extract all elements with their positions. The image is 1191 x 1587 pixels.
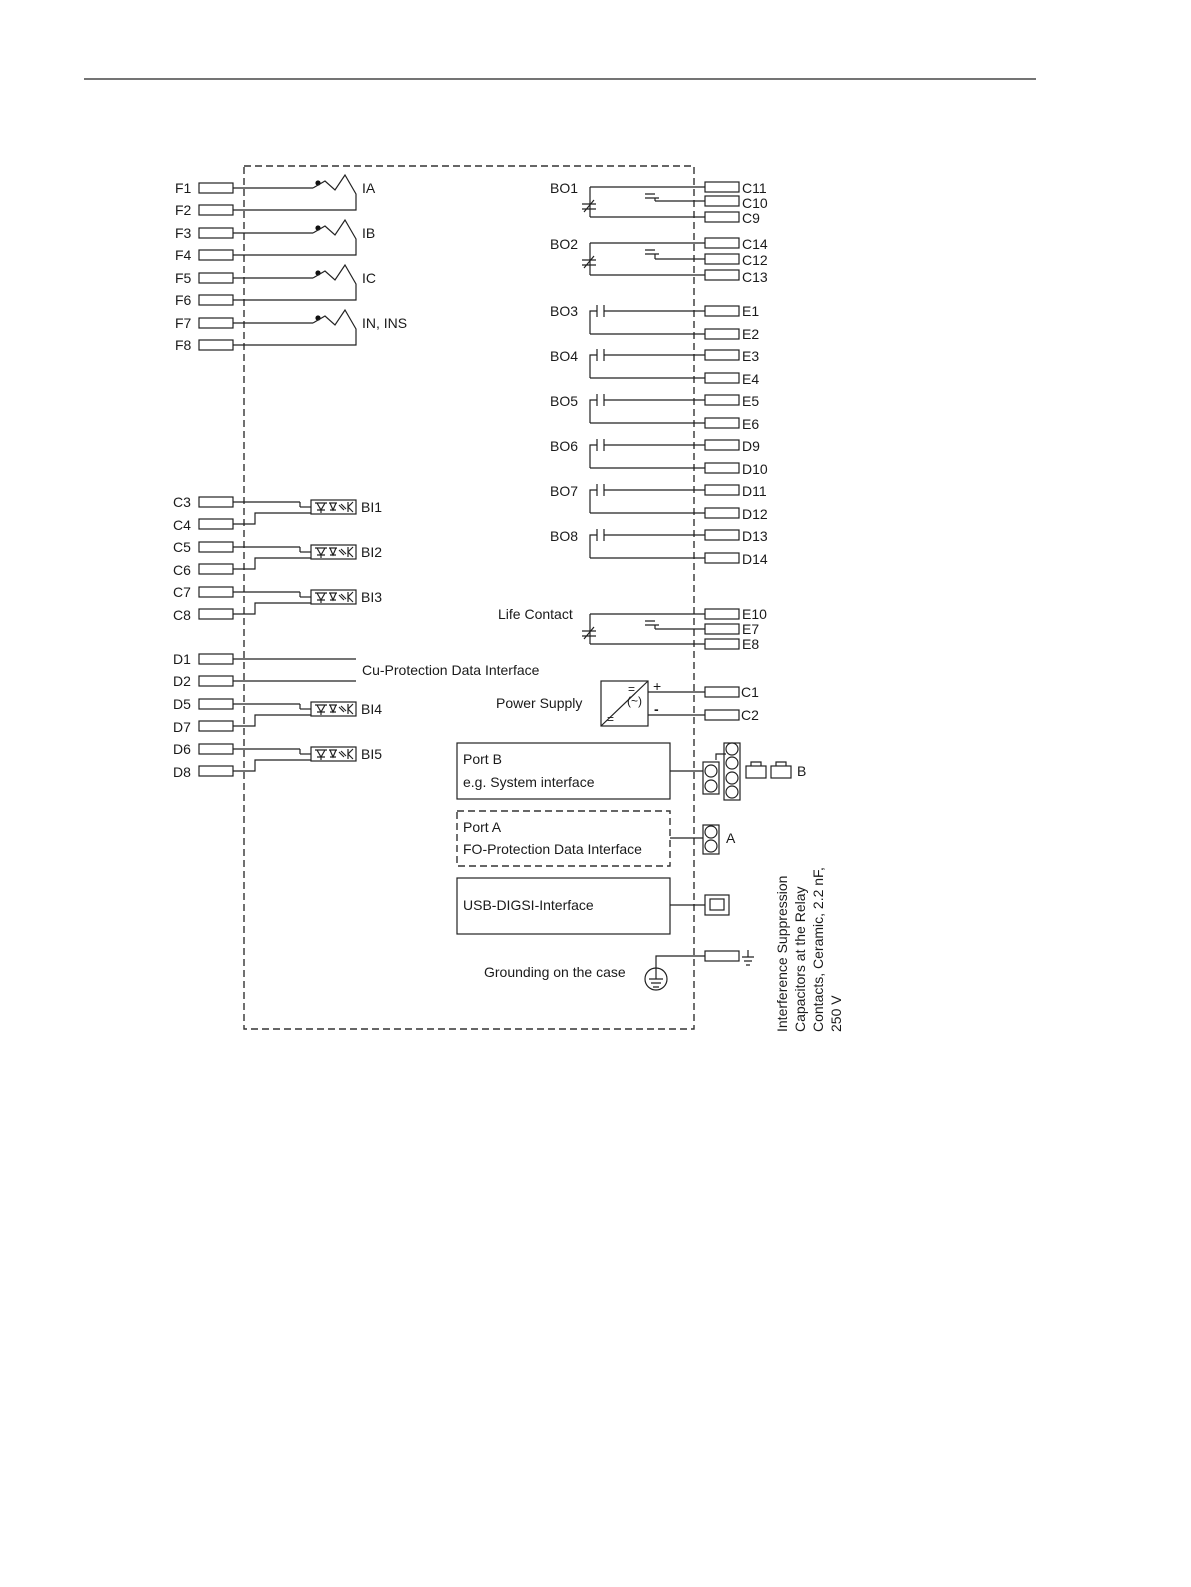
wire [590,400,597,423]
connector-pin [726,743,738,755]
terminal-block [705,624,739,634]
output-label: BO6 [550,438,579,454]
terminal-label: D11 [742,483,767,499]
nc-contact-symbol [582,256,596,268]
terminal-label: D12 [742,506,768,522]
terminal-label: C4 [173,517,191,533]
grounding [484,964,626,980]
terminal-block [705,329,739,339]
terminal-label: D8 [173,764,191,780]
connector-pin [726,772,738,784]
terminal-block [705,609,739,619]
terminal-label: C7 [173,584,191,600]
binary-input-label: BI4 [361,701,383,717]
terminal-block [199,318,233,328]
terminal-label: E1 [742,303,760,319]
port-a-title: Port A [463,819,502,835]
terminal-label: D13 [742,528,768,544]
terminal-block [199,497,233,507]
usb-interface [457,878,670,934]
output-label: BO3 [550,303,579,319]
ground-icon [742,950,754,965]
terminal-block [705,463,739,473]
current-input-label: IB [362,225,376,241]
ethernet-port-icon [746,766,766,778]
terminal-block [705,395,739,405]
terminal-label: D9 [742,438,760,454]
binary-outputs [550,303,768,567]
terminal-label: C11 [742,180,767,196]
terminal-block [705,710,739,720]
terminal-label: C12 [742,252,768,268]
terminal-block [199,721,233,731]
terminal-block [199,654,233,664]
terminal-label: F5 [175,270,192,286]
port-b-title: Port B [463,751,502,767]
contact-symbol [645,621,659,629]
terminal-block [705,373,739,383]
terminal-label: D10 [742,461,768,477]
optocoupler-icon [311,500,356,514]
terminal-label: E10 [742,606,767,622]
ct-coil [233,220,356,255]
dc-symbol: = [628,682,636,696]
no-contact-symbol [597,394,604,406]
current-input-label: IC [362,270,376,286]
terminal-label: C13 [742,269,768,285]
terminal-label: C8 [173,607,191,623]
terminal-block [705,440,739,450]
terminal-block [199,542,233,552]
terminal-block [705,418,739,428]
port-a-subtitle: FO-Protection Data Interface [463,841,642,857]
suppression-note [774,867,844,1032]
terminal-label: C6 [173,562,191,578]
port-b-subtitle: e.g. System interface [463,774,595,790]
plus-label: + [653,678,662,694]
ground-wire [656,956,705,968]
terminal-block [199,295,233,305]
terminal-label: F1 [175,180,192,196]
terminal-block [199,564,233,574]
optocoupler-icon [311,545,356,559]
wire [590,535,597,558]
ct-coil [233,265,356,300]
terminal-label: C2 [741,707,759,723]
terminal-block [705,306,739,316]
nc-contact-symbol [582,200,596,212]
terminal-block [705,508,739,518]
binary-input-label: BI5 [361,746,383,762]
fiber-port-icon [705,840,717,852]
fiber-port-icon [705,765,717,777]
contact-symbol [645,194,659,201]
output-label: BO5 [550,393,579,409]
terminal-label: D7 [173,719,191,735]
terminal-label: E2 [742,326,760,342]
terminal-label: E7 [742,621,760,637]
terminal-block [199,183,233,193]
connector-pin [726,757,738,769]
binary-input-label: BI2 [361,544,383,560]
terminal-block [199,340,233,350]
terminal-label: D5 [173,696,191,712]
terminal-label: D1 [173,651,191,667]
grounding-label: Grounding on the case [484,964,626,980]
terminal-block [199,228,233,238]
port-a-connector-label: A [726,830,736,846]
power-supply-label: Power Supply [496,695,583,711]
terminal-block [705,212,739,222]
terminal-label: F2 [175,202,192,218]
current-input-label: IA [362,180,376,196]
terminal-block [199,273,233,283]
terminal-label: E6 [742,416,760,432]
no-contact-symbol [597,305,604,317]
terminal-block [705,485,739,495]
ct-coil [233,310,356,345]
terminal-block [705,196,739,206]
terminal-label: E3 [742,348,760,364]
terminal-block [199,519,233,529]
cu-interface-label: Cu-Protection Data Interface [362,662,540,678]
usb-label: USB-DIGSI-Interface [463,897,594,913]
output-label: BO1 [550,180,579,196]
ethernet-port-icon [771,766,791,778]
minus-label: - [654,701,659,717]
terminal-block [199,250,233,260]
output-label: BO7 [550,483,579,499]
terminal-label: F3 [175,225,192,241]
output-label: BO2 [550,236,579,252]
no-contact-symbol [597,484,604,496]
ac-symbol: (~) [627,694,642,708]
terminal-label: D6 [173,741,191,757]
terminal-label: C9 [742,210,760,226]
no-contact-symbol [597,439,604,451]
ct-coil [233,175,356,210]
terminal-block [199,699,233,709]
terminal-block [199,205,233,215]
note-line: Contacts, Ceramic, 2.2 nF, [810,867,826,1032]
optocoupler-icon [311,747,356,761]
note-line: Capacitors at the Relay [792,886,808,1032]
no-contact-symbol [597,349,604,361]
current-input-label: IN, INS [362,315,408,331]
terminal-label: D14 [742,551,768,567]
usb-plug-icon [710,899,724,910]
wire [590,445,597,468]
output-label: BO4 [550,348,579,364]
terminal-label: F4 [175,247,192,263]
binary-input-label: BI3 [361,589,383,605]
terminal-block [199,766,233,776]
terminal-block [705,350,739,360]
optocoupler-icon [311,702,356,716]
output-label: BO8 [550,528,579,544]
wire [590,311,597,334]
no-contact-symbol [597,529,604,541]
binary-input-label: BI1 [361,499,383,515]
terminal-block [705,238,739,248]
terminal-label: C3 [173,494,191,510]
terminal-label: D2 [173,673,191,689]
terminal-block [705,254,739,264]
optocoupler-icon [311,590,356,604]
dc-out-symbol: = [607,712,615,726]
terminal-block [199,676,233,686]
note-line: 250 V [828,995,844,1032]
terminal-block [199,744,233,754]
terminal-block [705,270,739,280]
terminal-block [705,553,739,563]
terminal-block [199,587,233,597]
terminal-label: C14 [742,236,768,252]
terminal-block [705,639,739,649]
contact-symbol [645,250,659,259]
terminal-label: E5 [742,393,760,409]
wiring-layer [199,175,791,990]
note-line: Interference Suppression [774,875,790,1032]
terminal-label: F6 [175,292,192,308]
life-contact-label: Life Contact [498,606,573,622]
connector-pin [726,786,738,798]
terminal-block [705,182,739,192]
terminal-label: C10 [742,195,768,211]
terminal-label: C5 [173,539,191,555]
wire [590,355,597,378]
fiber-port-icon [705,780,717,792]
terminal-block [705,951,739,961]
terminal-block [199,609,233,619]
terminal-label: E4 [742,371,760,387]
terminal-label: C1 [741,684,759,700]
fiber-port-icon [705,826,717,838]
terminal-label: F7 [175,315,192,331]
wire [590,490,597,513]
port-b-connector-label: B [797,763,807,779]
terminal-block [705,687,739,697]
terminal-label: E8 [742,636,760,652]
terminal-block [705,530,739,540]
nc-contact-symbol [582,627,596,639]
terminal-label: F8 [175,337,192,353]
